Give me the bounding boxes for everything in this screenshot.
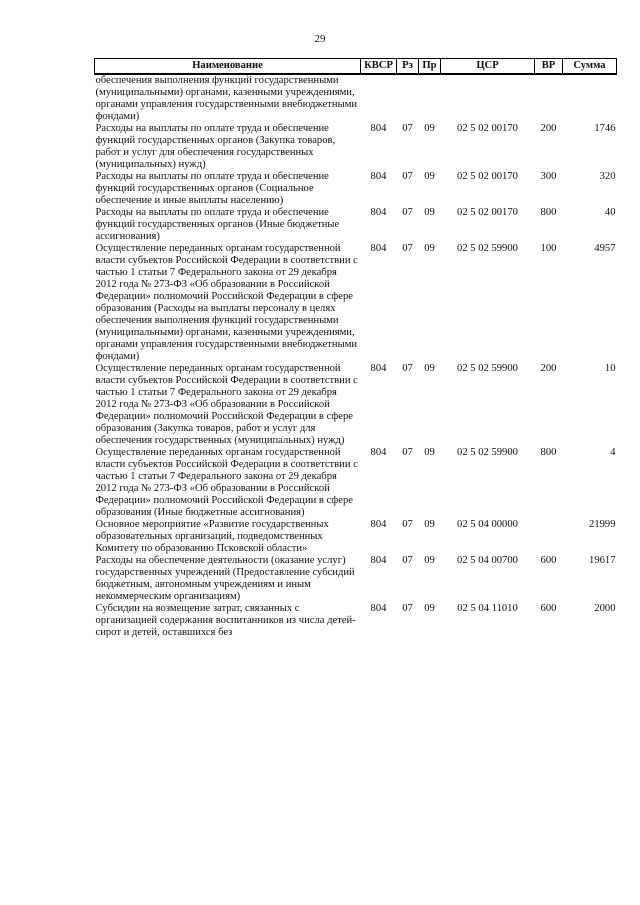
row-name-cell: Расходы на выплаты по оплате труда и обеспечение функций государственных органов (Иные бюджетные ассигнования) [95,207,340,242]
row-name-cell: обеспечения выполнения функций государственными (муниципальными) органами, казенными учреждениями, органами управления государственными внебюджетными фондами) [95,75,358,122]
row-sum-cell: 4957 [594,243,616,254]
row-pr-cell: 09 [424,363,435,374]
row-kvsr-cell: 804 [370,603,387,614]
row-csr-cell: 02 5 04 11010 [457,603,518,614]
row-vr-cell: 800 [540,207,557,218]
row-kvsr-cell [361,74,397,123]
row-rz-cell: 07 [402,447,413,458]
table-header-row [95,59,617,75]
row-kvsr-cell: 804 [370,123,387,134]
table-body [95,74,617,639]
row-vr-cell: 800 [540,447,557,458]
row-kvsr-cell: 804 [370,447,387,458]
row-vr-cell: 200 [540,123,557,134]
table-row [95,519,617,555]
row-rz-cell: 07 [402,243,413,254]
row-vr-cell: 600 [540,555,557,566]
row-kvsr-cell: 804 [370,207,387,218]
row-csr-cell: 02 5 02 59900 [457,447,518,458]
row-pr-cell: 09 [424,447,435,458]
row-rz-cell: 07 [402,363,413,374]
row-csr-cell: 02 5 02 59900 [457,363,518,374]
row-pr-cell: 09 [424,603,435,614]
column-header-pr: Пр [419,59,441,75]
row-vr-cell [535,519,563,555]
column-header-rz: Рз [397,59,419,75]
row-kvsr-cell: 804 [370,519,387,530]
row-sum-cell: 4 [610,447,616,458]
row-pr-cell: 09 [424,123,435,134]
row-sum-cell: 19617 [589,555,616,566]
table-row [95,555,617,603]
row-kvsr-cell: 804 [370,171,387,182]
row-csr-cell: 02 5 04 00700 [457,555,518,566]
row-vr-cell: 600 [540,603,557,614]
table-row [95,363,617,447]
row-sum-cell: 2000 [594,603,616,614]
row-name-cell: Осуществление переданных органам государственной власти субъектов Российской Федерации в соответствии с частью 1 статьи 7 Федерального закона от 29 декабря 2012 года № 273-ФЗ «Об образовании в Российской Федерации» полномочий Российской Федерации в сфере образования (Иные бюджетные ассигнования) [95,447,358,518]
row-sum-cell [563,74,617,123]
table-row [95,207,617,243]
row-pr-cell: 09 [424,555,435,566]
row-name-cell: Осуществление переданных органам государственной власти субъектов Российской Федерации в соответствии с частью 1 статьи 7 Федерального закона от 29 декабря 2012 года № 273-ФЗ «Об образовании в Российской Федерации» полномочий Российской Федерации в сфере образования (Закупка товаров, работ и услуг для обеспечения государственных (муниципальных) нужд) [95,363,358,446]
row-sum-cell: 320 [599,171,616,182]
budget-table [94,58,617,639]
row-csr-cell: 02 5 02 00170 [457,123,518,134]
row-name-cell: Основное мероприятие «Развитие государственных образовательных организаций, подведомственных Комитету по образованию Псковской области» [95,519,329,554]
table-row [95,243,617,363]
row-csr-cell: 02 5 04 00000 [457,519,518,530]
row-pr-cell: 09 [424,171,435,182]
table-row [95,171,617,207]
column-header-name: Наименование [95,59,361,75]
row-pr-cell: 09 [424,207,435,218]
row-name-cell: Расходы на выплаты по оплате труда и обеспечение функций государственных органов (Социальное обеспечение и иные выплаты населению) [95,171,329,206]
row-kvsr-cell: 804 [370,363,387,374]
row-name-cell: Субсидии на возмещение затрат, связанных с организацией содержания воспитанников из числа детей-сирот и детей, оставшихся без [95,603,356,638]
row-csr-cell: 02 5 02 00170 [457,207,518,218]
column-header-sum: Сумма [563,59,617,75]
page-number: 29 [314,33,326,45]
row-csr-cell: 02 5 02 59900 [457,243,518,254]
row-name-cell: Осуществление переданных органам государственной власти субъектов Российской Федерации в соответствии с частью 1 статьи 7 Федерального закона от 29 декабря 2012 года № 273-ФЗ «Об образовании в Российской Федерации» полномочий Российской Федерации в сфере образования (Расходы на выплаты персоналу в целях обеспечения выполнения функций государственными (муниципальными) органами, казенными учреждениями, органами управления государственными внебюджетными фондами) [95,243,358,362]
table-row [95,123,617,171]
row-vr-cell [535,74,563,123]
row-sum-cell: 40 [604,207,616,218]
row-vr-cell: 100 [540,243,557,254]
table-row [95,447,617,519]
row-name-cell: Расходы на выплаты по оплате труда и обеспечение функций государственных органов (Закупка товаров, работ и услуг для обеспечения государственных (муниципальных) нужд) [95,123,336,170]
row-pr-cell: 09 [424,519,435,530]
row-rz-cell: 07 [402,519,413,530]
row-rz-cell: 07 [402,207,413,218]
row-vr-cell: 200 [540,363,557,374]
row-sum-cell: 10 [604,363,616,374]
row-sum-cell: 1746 [594,123,616,134]
row-csr-cell: 02 5 02 00170 [457,171,518,182]
row-rz-cell [397,74,419,123]
row-rz-cell: 07 [402,171,413,182]
row-rz-cell: 07 [402,603,413,614]
table-row [95,74,617,123]
row-name-cell: Расходы на обеспечение деятельности (оказание услуг) государственных учреждений (Предоставление субсидий бюджетным, автономным учреждениям и иным некоммерческим организациям) [95,555,355,602]
row-csr-cell [441,74,535,123]
column-header-kvsr: КВСР [361,59,397,75]
row-rz-cell: 07 [402,555,413,566]
row-pr-cell [419,74,441,123]
row-vr-cell: 300 [540,171,557,182]
row-pr-cell: 09 [424,243,435,254]
column-header-csr: ЦСР [441,59,535,75]
row-rz-cell: 07 [402,123,413,134]
row-kvsr-cell: 804 [370,243,387,254]
table-row [95,603,617,639]
row-sum-cell: 21999 [589,519,616,530]
row-kvsr-cell: 804 [370,555,387,566]
column-header-vr: ВР [535,59,563,75]
